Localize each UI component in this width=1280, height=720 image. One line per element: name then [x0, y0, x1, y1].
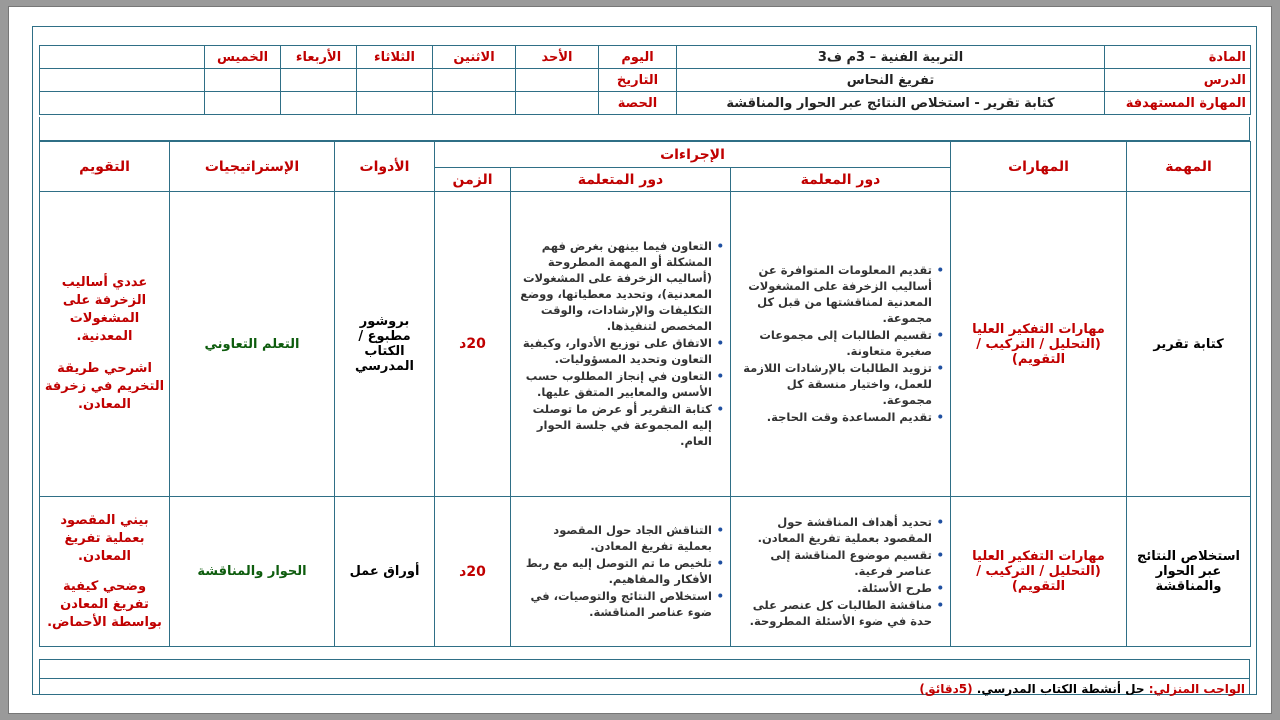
day-sunday: الأحد [516, 46, 599, 69]
col-time: الزمن [435, 168, 511, 192]
target-skill-value: كتابة تقرير - استخلاص النتائج عبر الحوار والمناقشة [677, 92, 1105, 115]
spacer-row [39, 117, 1250, 141]
evaluation-cell [40, 192, 170, 497]
day-wednesday: الأربعاء [281, 46, 357, 69]
task-cell: استخلاص النتائج عبر الحوار والمناقشة [1127, 497, 1251, 647]
learner-role-cell [511, 192, 731, 497]
task-cell: كتابة تقرير [1127, 192, 1251, 497]
homework-footer [39, 659, 1250, 695]
col-task: المهمة [1127, 142, 1251, 192]
lesson-label: الدرس [1105, 69, 1251, 92]
skills-cell: مهارات التفكير العليا (التحليل / التركيب / التقويم) [951, 497, 1127, 647]
page-frame [8, 6, 1272, 714]
target-skill-label: المهارة المستهدفة [1105, 92, 1251, 115]
list-item: • استخلاص النتائج والتوصيات، في ضوء عناصر المناقشة. [515, 588, 712, 620]
col-learner-role: دور المتعلمة [511, 168, 731, 192]
table-row [40, 192, 1251, 497]
evaluation-item: وضحي كيفية تفريغ المعادن بواسطة الأحماض. [47, 578, 162, 630]
header-table [39, 45, 1251, 115]
list-item: • الاتفاق على توزيع الأدوار، وكيفية التعاون وتحديد المسؤوليات. [515, 335, 712, 367]
header-empty-cell [40, 69, 205, 92]
homework-line [919, 682, 1245, 696]
day-thursday: الخميس [205, 46, 281, 69]
list-item: • تقسيم الطالبات إلى مجموعات صغيرة متعاونة. [735, 327, 932, 359]
list-item: • التعاون في إنجاز المطلوب حسب الأسس والمعايير المتفق عليها. [515, 368, 712, 400]
header-empty-cell [40, 46, 205, 69]
table-row [40, 497, 1251, 647]
footer-divider [40, 678, 1249, 679]
time-cell: 20د [435, 192, 511, 497]
date-cell [357, 69, 433, 92]
skills-cell: مهارات التفكير العليا (التحليل / التركيب / التقويم) [951, 192, 1127, 497]
col-strategies: الإستراتيجيات [170, 142, 335, 192]
procedures-table [39, 141, 1251, 647]
col-procedures: الإجراءات [435, 142, 951, 168]
period-cell [205, 92, 281, 115]
strategy-cell: التعلم التعاوني [170, 192, 335, 497]
list-item: • التعاون فيما بينهن بغرض فهم المشكلة أو المهمة المطروحة (أساليب الزخرفة على المشغولات المعدنية)، وتحديد معطياتها، ووضع التكليفات والإرشادات، والوقت المخصص لتنفيذها. [515, 238, 712, 334]
lesson-plan [32, 26, 1257, 695]
col-skills: المهارات [951, 142, 1127, 192]
list-item: • طرح الأسئلة. [735, 580, 932, 596]
date-cell [516, 69, 599, 92]
list-item: • تزويد الطالبات بالإرشادات اللازمة للعمل، واختيار منسقة كل مجموعة. [735, 360, 932, 408]
list-item: • التناقش الجاد حول المقصود بعملية تفريغ المعادن. [515, 522, 712, 554]
date-cell [433, 69, 516, 92]
evaluation-cell [40, 497, 170, 647]
lesson-value: تفريغ النحاس [677, 69, 1105, 92]
header-empty-cell [40, 92, 205, 115]
col-evaluation: التقويم [40, 142, 170, 192]
learner-role-cell [511, 497, 731, 647]
list-item: • كتابة التقرير أو عرض ما توصلت إليه المجموعة في جلسة الحوار العام. [515, 401, 712, 449]
strategy-cell: الحوار والمناقشة [170, 497, 335, 647]
date-cell [281, 69, 357, 92]
col-teacher-role: دور المعلمة [731, 168, 951, 192]
subject-label: المادة [1105, 46, 1251, 69]
list-item: • تحديد أهداف المناقشة حول المقصود بعملية تفريغ المعادن. [735, 514, 932, 546]
teacher-role-cell [731, 192, 951, 497]
subject-value: التربية الفنية – 3م ف3 [677, 46, 1105, 69]
evaluation-item: عددي أساليب الزخرفة على المشغولات المعدنية. [61, 275, 148, 344]
list-item: • مناقشة الطالبات كل عنصر على حدة في ضوء الأسئلة المطروحة. [735, 597, 932, 629]
homework-duration: (5دقائق) [919, 682, 973, 696]
list-item: • تقسيم موضوع المناقشة إلى عناصر فرعية. [735, 547, 932, 579]
tools-cell: بروشور مطبوع / الكتاب المدرسي [335, 192, 435, 497]
day-monday: الاثنين [433, 46, 516, 69]
teacher-role-cell [731, 497, 951, 647]
day-tuesday: الثلاثاء [357, 46, 433, 69]
period-cell [281, 92, 357, 115]
period-cell [357, 92, 433, 115]
evaluation-item: بيني المقصود بعملية تفريغ المعادن. [60, 512, 149, 564]
list-item: • تقديم المعلومات المتوافرة عن أساليب الزخرفة على المشغولات المعدنية لمناقشتها من قبل كل مجموعة. [735, 262, 932, 326]
evaluation-item: اشرحي طريقة التخريم في زخرفة المعادن. [44, 361, 165, 412]
day-label: اليوم [599, 46, 677, 69]
list-item: • تقديم المساعدة وقت الحاجة. [735, 409, 932, 425]
date-cell [205, 69, 281, 92]
homework-text: حل أنشطة الكتاب المدرسي. [976, 682, 1145, 696]
time-cell: 20د [435, 497, 511, 647]
period-cell [516, 92, 599, 115]
homework-label: الواجب المنزلي: [1148, 682, 1245, 696]
period-label: الحصة [599, 92, 677, 115]
date-label: التاريخ [599, 69, 677, 92]
tools-cell: أوراق عمل [335, 497, 435, 647]
col-tools: الأدوات [335, 142, 435, 192]
list-item: • تلخيص ما تم التوصل إليه مع ربط الأفكار والمفاهيم. [515, 555, 712, 587]
period-cell [433, 92, 516, 115]
